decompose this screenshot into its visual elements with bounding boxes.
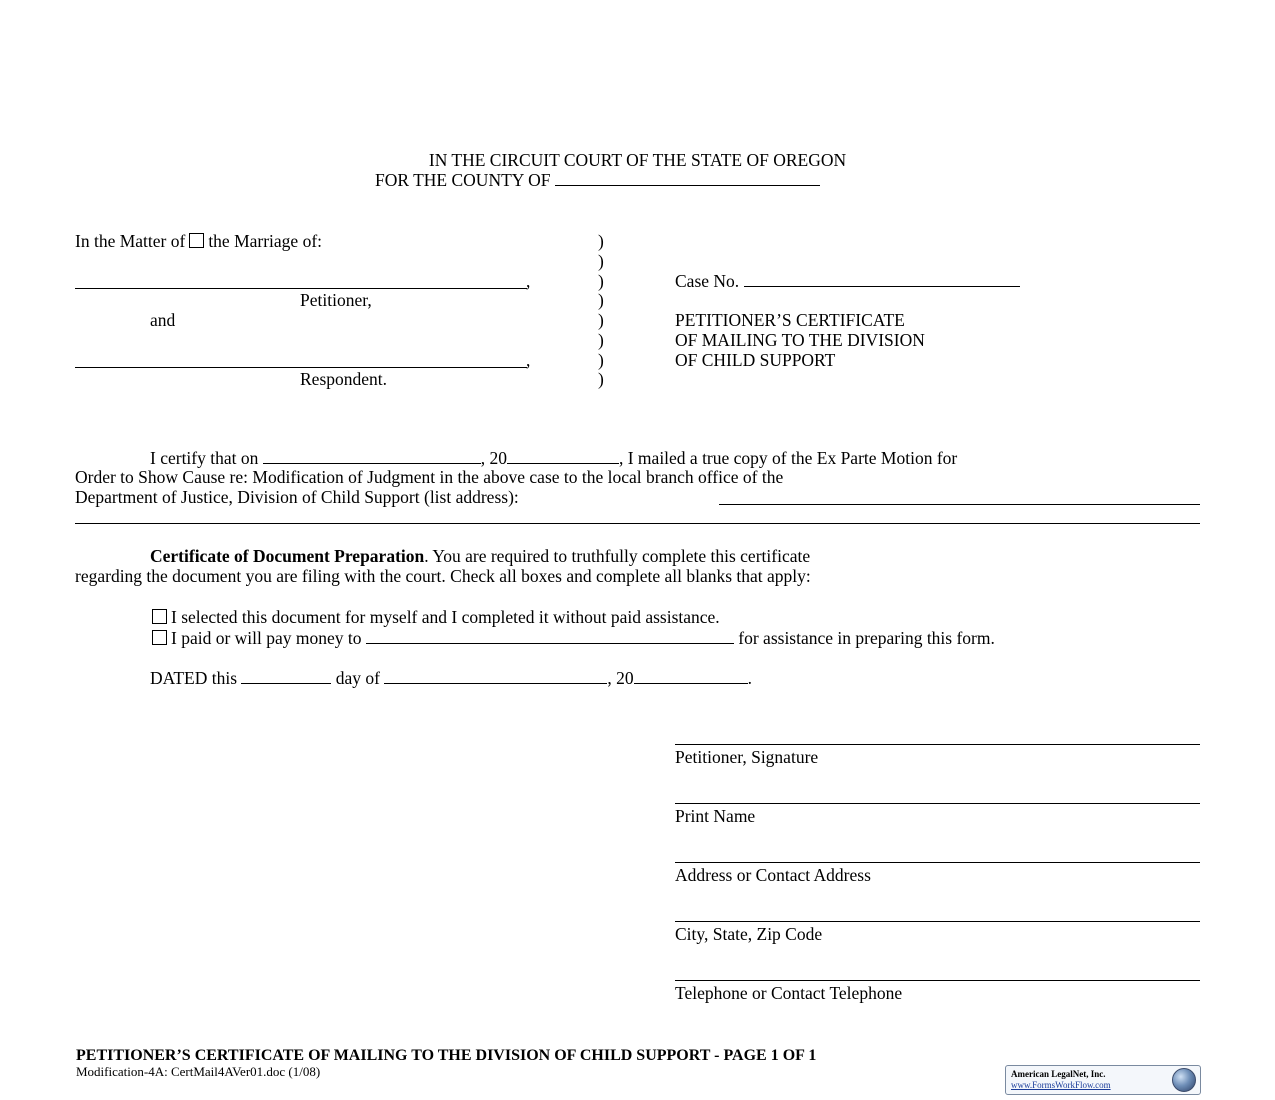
respondent-name-blank[interactable] xyxy=(75,367,527,368)
certify-line-2: Order to Show Cause re: Modification of Judgment in the above case to the local branch office of the xyxy=(75,467,784,487)
preparer-name-blank[interactable] xyxy=(366,628,734,644)
preparation-heading: Certificate of Document Preparation xyxy=(150,546,425,566)
matter-line xyxy=(75,231,322,251)
case-number-line xyxy=(675,271,1020,291)
document-title-line: PETITIONER’S CERTIFICATE xyxy=(675,310,905,330)
case-number-blank[interactable] xyxy=(744,271,1020,287)
telephone-label: Telephone or Contact Telephone xyxy=(675,983,903,1003)
signature-label: Petitioner, Signature xyxy=(675,747,819,767)
court-title: IN THE CIRCUIT COURT OF THE STATE OF OREGON xyxy=(428,150,847,170)
matter-suffix: the Marriage of: xyxy=(208,231,323,251)
case-number-label: Case No. xyxy=(675,271,740,291)
mailing-date-blank[interactable] xyxy=(263,448,481,464)
option-2-label: I paid or will pay money to xyxy=(171,628,362,648)
dated-label: DATED this xyxy=(150,668,238,688)
mailing-year-blank[interactable] xyxy=(507,448,619,464)
footer-form-id: Modification-4A: CertMail4AVer01.doc (1/08) xyxy=(76,1064,321,1079)
globe-icon xyxy=(1172,1068,1196,1092)
county-blank[interactable] xyxy=(555,170,820,186)
marriage-checkbox[interactable] xyxy=(189,233,204,248)
preparation-option-1 xyxy=(148,607,720,627)
dcs-address-blank[interactable] xyxy=(719,504,1200,505)
caption-paren: ) xyxy=(598,251,604,271)
telephone-field[interactable] xyxy=(675,980,1200,1003)
county-line xyxy=(375,170,820,190)
dated-month-blank[interactable] xyxy=(384,668,607,684)
caption-paren: ) xyxy=(598,231,604,251)
dated-year-prefix: , 20 xyxy=(607,668,634,688)
certify-line-3: Department of Justice, Division of Child Support (list address): xyxy=(75,487,519,507)
certify-text: , I mailed a true copy of the Ex Parte Motion for xyxy=(618,448,958,468)
address-label: Address or Contact Address xyxy=(675,865,871,885)
preparation-line-2: regarding the document you are filing with the court. Check all boxes and complete all blanks that apply: xyxy=(75,566,811,586)
certify-year-prefix: , 20 xyxy=(480,448,507,468)
preparation-option-2 xyxy=(148,628,995,648)
dated-period: . xyxy=(747,668,752,688)
caption-paren: ) xyxy=(598,369,604,389)
petitioner-name-blank[interactable] xyxy=(75,288,527,289)
city-state-zip-field[interactable] xyxy=(675,921,1200,944)
dcs-address-blank-2[interactable] xyxy=(75,523,1200,524)
logo-company-name: American LegalNet, Inc. xyxy=(1011,1069,1106,1079)
address-field[interactable] xyxy=(675,862,1200,885)
certify-text: I certify that on xyxy=(150,448,259,468)
petitioner-comma: , xyxy=(526,271,531,291)
option-2-label-end: for assistance in preparing this form. xyxy=(738,628,995,648)
option-1-label: I selected this document for myself and I completed it without paid assistance. xyxy=(171,607,720,627)
print-name-field[interactable] xyxy=(675,803,1200,826)
matter-prefix: In the Matter of xyxy=(75,231,186,251)
caption-paren: ) xyxy=(598,310,604,330)
dated-day-blank[interactable] xyxy=(241,668,331,684)
caption-paren: ) xyxy=(598,290,604,310)
paid-assistance-checkbox[interactable] xyxy=(152,630,167,645)
document-title-line: OF CHILD SUPPORT xyxy=(675,350,836,370)
and-label: and xyxy=(150,310,176,330)
respondent-label: Respondent. xyxy=(300,369,388,389)
certify-line-1 xyxy=(150,448,957,468)
caption-paren: ) xyxy=(598,330,604,350)
preparation-line-1 xyxy=(150,546,810,566)
caption-paren: ) xyxy=(598,271,604,291)
signature-field[interactable] xyxy=(675,744,1200,767)
county-label: FOR THE COUNTY OF xyxy=(375,170,551,190)
caption-paren: ) xyxy=(598,350,604,370)
american-legalnet-logo[interactable] xyxy=(1005,1065,1201,1095)
dated-line xyxy=(150,668,752,688)
print-name-label: Print Name xyxy=(675,806,756,826)
day-of-label: day of xyxy=(335,668,380,688)
city-state-zip-label: City, State, Zip Code xyxy=(675,924,823,944)
petitioner-label: Petitioner, xyxy=(300,290,372,310)
respondent-comma: , xyxy=(526,350,531,370)
self-prepared-checkbox[interactable] xyxy=(152,609,167,624)
document-title-line: OF MAILING TO THE DIVISION xyxy=(675,330,925,350)
dated-year-blank[interactable] xyxy=(634,668,748,684)
preparation-text: . You are required to truthfully complete this certificate xyxy=(424,546,811,566)
footer-title: PETITIONER’S CERTIFICATE OF MAILING TO THE DIVISION OF CHILD SUPPORT - PAGE 1 OF 1 xyxy=(76,1047,817,1064)
logo-website-link[interactable]: www.FormsWorkFlow.com xyxy=(1011,1080,1111,1090)
